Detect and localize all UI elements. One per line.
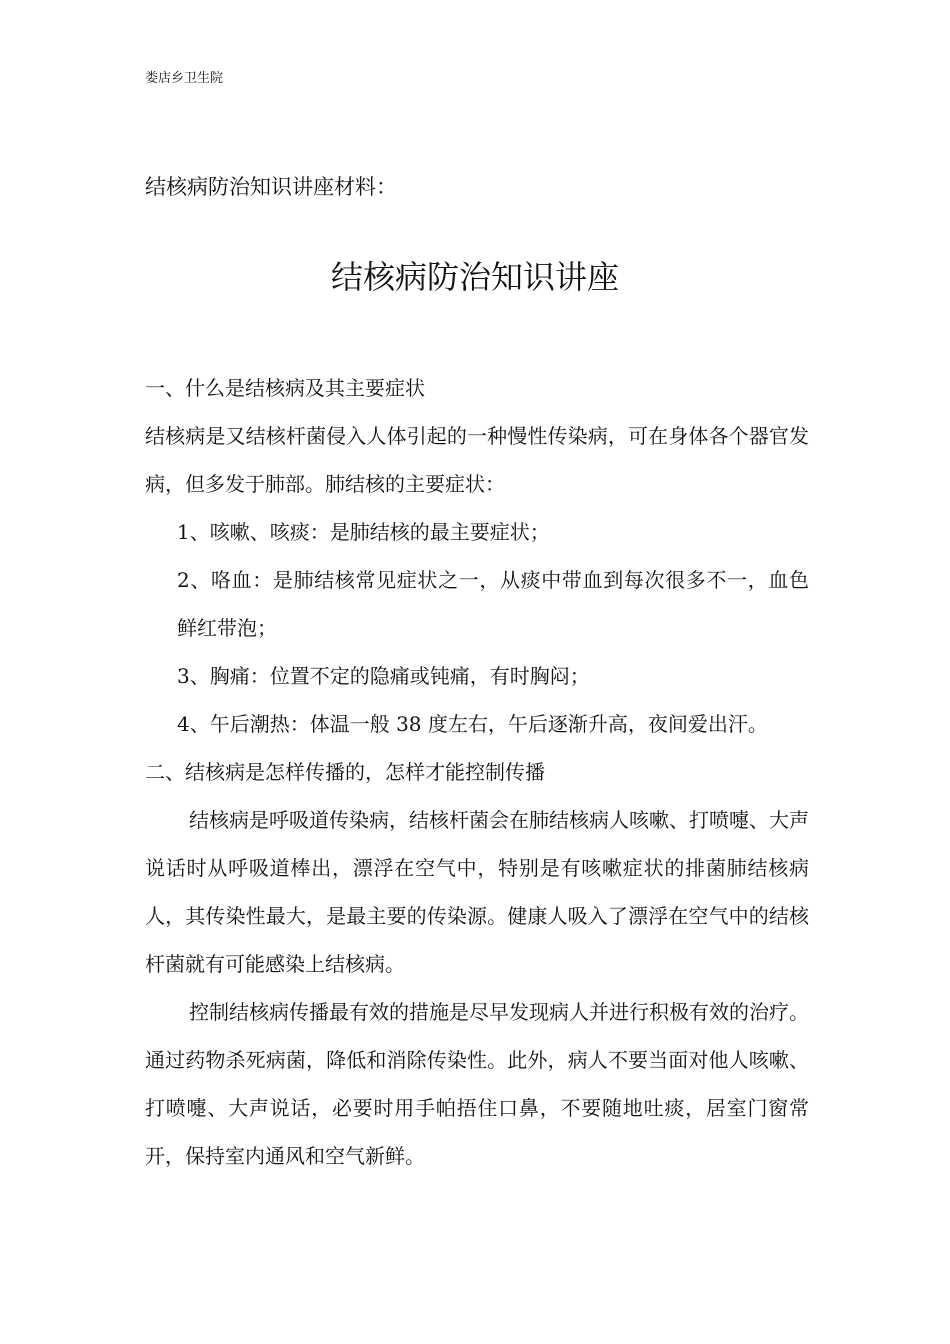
symptom-item-cough: 1、咳嗽、咳痰：是肺结核的最主要症状； — [177, 520, 550, 544]
symptom-item-afternoon-fever: 4、午后潮热：体温一般 38 度左右，午后逐渐升高，夜间爱出汗。 — [177, 712, 768, 736]
document-subtitle: 结核病防治知识讲座材料： — [145, 175, 397, 199]
section-heading-symptoms: 一、什么是结核病及其主要症状 — [145, 376, 425, 400]
symptoms-intro-paragraph: 结核病是又结核杆菌侵入人体引起的一种慢性传染病，可在身体各个器官发病，但多发于肺部。肺结核的主要症状： — [145, 424, 809, 496]
document-title: 结核病防治知识讲座 — [330, 258, 619, 296]
page-header: 娄店乡卫生院 — [145, 71, 224, 86]
symptom-item-chest-pain: 3、胸痛：位置不定的隐痛或钝痛，有时胸闷； — [177, 664, 590, 688]
document-body — [145, 364, 809, 1180]
symptom-item-hemoptysis: 2、咯血：是肺结核常见症状之一，从痰中带血到每次很多不一，血色鲜红带泡； — [177, 568, 809, 640]
transmission-paragraph: 结核病是呼吸道传染病，结核杆菌会在肺结核病人咳嗽、打喷嚏、大声说话时从呼吸道棒出，漂浮在空气中，特别是有咳嗽症状的排菌肺结核病人，其传染性最大，是最主要的传染源。健康人吸入了漂浮在空气中的结核杆菌就有可能感染上结核病。 — [145, 808, 809, 976]
control-paragraph: 控制结核病传播最有效的措施是尽早发现病人并进行积极有效的治疗。通过药物杀死病菌，降低和消除传染性。此外，病人不要当面对他人咳嗽、打喷嚏、大声说话，必要时用手帕捂住口鼻，不要随地吐痰，居室门窗常开，保持室内通风和空气新鲜。 — [145, 1000, 809, 1168]
section-heading-transmission: 二、结核病是怎样传播的，怎样才能控制传播 — [145, 760, 545, 784]
